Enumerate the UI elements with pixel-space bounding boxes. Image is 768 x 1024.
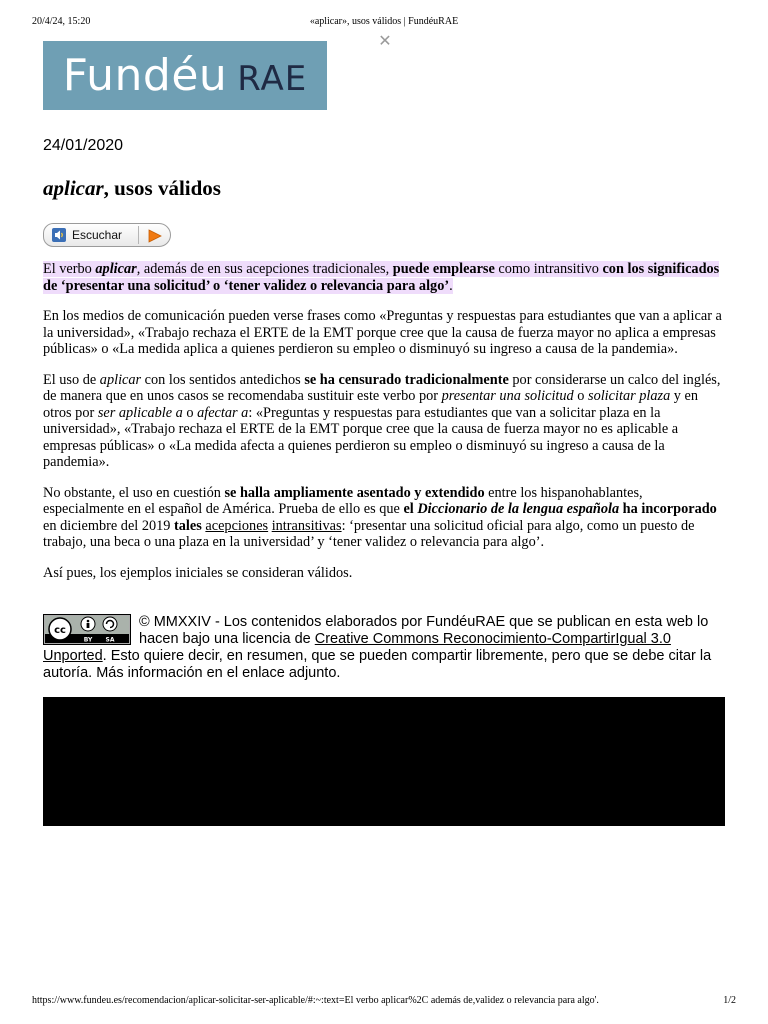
speaker-icon [52,228,66,242]
text: como intransitivo [494,261,603,277]
text: por considerarse un calco del inglés, de manera que en unos casos se recomendaba sustituir este verbo por [43,371,721,404]
badge-by: BY [83,636,93,644]
intransitivas-link[interactable]: intransitivas [271,517,342,534]
print-header [32,16,736,30]
listen-label: Escuchar [72,228,123,242]
emphasis: ser aplicable a [97,404,183,421]
title-rest: , usos válidos [103,176,221,200]
publication-date: 24/01/2020 [43,137,124,154]
title-keyword: aplicar [43,176,104,200]
dictionary-title: Diccionario de la lengua española [417,501,620,517]
strong: con los significados de ‘presentar una solicitud’ o ‘tener validez o relevancia para algo’ [43,261,720,294]
strong: puede emplearse [392,261,495,277]
text: : «Preguntas y respuestas para estudiantes que van a solicitar plaza en la universidad», «Trabajo rechaza el ERTE de la EMT porque cree que la causa de fuerza mayor no es aplicable a empresas públicas» o «La medida afecta a quienes perdieron su empleo o disminuyó su ingreso a causa de la pandemia». [43,404,679,470]
listen-button[interactable] [43,223,171,247]
paragraph-3 [43,372,725,471]
text: y en otros por [43,388,699,421]
text: con los sentidos antedichos [141,371,305,388]
license-text-end: . Esto quiere decir, en resumen, que se pueden compartir libremente, pero que se debe citar la autoría. Más información en el enlace adjunto. [43,648,712,681]
play-icon[interactable] [148,229,162,243]
text: : ‘presentar una solicitud oficial para algo, como un puesto de trabajo, una beca o una plaza en la universidad’ y ‘tener validez o relevancia para algo’. [43,517,695,550]
badge-cc: cc [54,625,66,636]
license-text-start: © MMXXIV - Los contenidos elaborados por FundéuRAE que se publican en esta web lo hacen bajo una licencia de [139,614,709,647]
text: No obstante, el uso en cuestión [43,484,225,501]
logo-rae-text: RAE [237,58,308,99]
strong: ha incorporado [619,501,717,517]
text: . [449,277,453,294]
strong: tales [174,517,202,534]
license-link[interactable]: Creative Commons Reconocimiento-CompartirIgual 3.0 Unported [43,631,671,664]
paragraph-1 [43,261,725,294]
highlighted-definition [43,261,719,294]
text: en diciembre del 2019 [43,517,175,534]
emphasis: presentar una solicitud [441,388,574,404]
text: o [573,388,588,404]
text: entre los hispanohablantes, especialmente en el español de América. Prueba de ello es que [43,484,643,517]
text: , además de en sus acepciones tradicionales, [136,261,393,277]
text: El uso de [43,371,100,388]
text: El verbo [43,261,96,277]
paragraph-5: Así pues, los ejemplos iniciales se consideran válidos. [43,564,353,581]
emphasis: aplicar [99,371,142,388]
emphasis: aplicar [95,261,137,277]
acepciones-link[interactable]: acepciones [205,517,269,534]
listen-divider [138,226,139,244]
article-body [43,261,725,595]
article-title [43,176,221,201]
paragraph-4 [43,485,725,551]
strong: se ha censurado tradicionalmente [304,371,509,388]
print-datetime: 20/4/24, 15:20 [32,16,91,27]
cc-by-sa-badge-icon[interactable] [43,614,131,645]
logo-fundeu-text: Fundéu [62,50,228,101]
embedded-media-placeholder[interactable] [43,697,725,826]
fundeurae-logo[interactable] [43,41,327,110]
print-footer [32,995,736,1009]
print-page-number: 1/2 [723,995,736,1006]
print-page-title: «aplicar», usos válidos | FundéuRAE [309,16,459,27]
close-icon[interactable]: ✕ [378,31,392,50]
badge-sa: SA [105,636,115,644]
strong: se halla ampliamente asentado y extendido [224,484,485,501]
license-notice [43,614,725,682]
emphasis: afectar a [197,404,249,421]
text: o [182,404,198,421]
emphasis: solicitar plaza [588,388,671,404]
strong: el [403,501,418,517]
paragraph-2: En los medios de comunicación pueden verse frases como «Preguntas y respuestas para estudiantes que van a aplicar a la universidad», «Trabajo rechaza el ERTE de la EMT porque cree que la causa de fuerza mayor no aplica a empresas públicas» o «La medida aplica a quienes perdieron su empleo o disminuyó su ingreso a causa de la pandemia». [43,308,722,357]
print-url: https://www.fundeu.es/recomendacion/aplicar-solicitar-ser-aplicable/#:~:text=El verbo aplicar%2C además de,validez o relevancia para algo'. [32,995,599,1006]
